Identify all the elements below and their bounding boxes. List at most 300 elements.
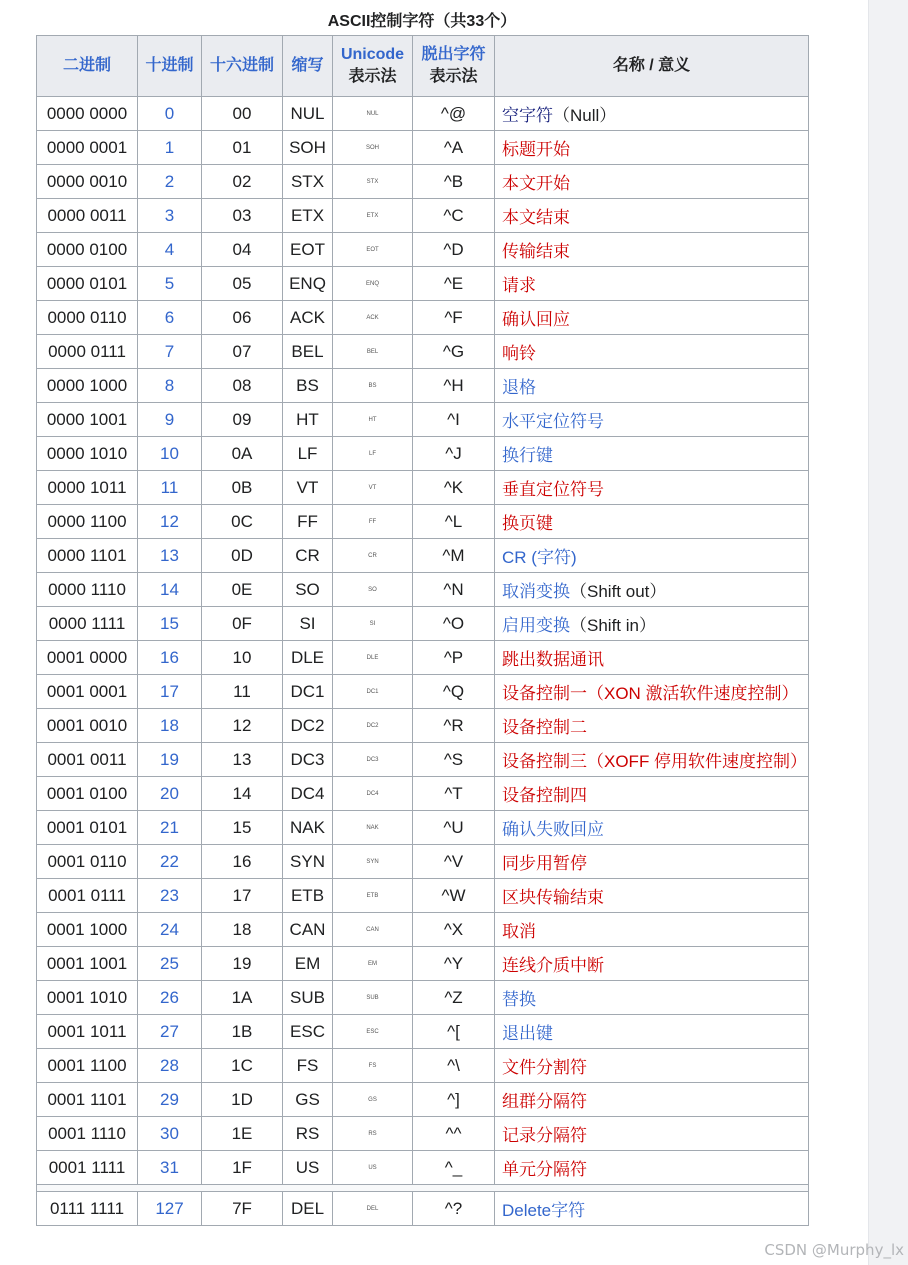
name-link[interactable]: 垂直定位符号 [502, 480, 604, 499]
cell-name [495, 675, 809, 709]
cell-escape: ^K [413, 471, 495, 505]
cell-unicode-symbol: DEL [333, 1192, 413, 1226]
cell-abbr: SUB [283, 981, 333, 1015]
cell-abbr: CAN [283, 913, 333, 947]
cell-bin: 0001 1100 [37, 1049, 138, 1083]
cell-hex: 06 [202, 301, 283, 335]
name-link[interactable]: 组群分隔符 [502, 1092, 587, 1111]
table-row [37, 641, 809, 675]
cell-bin: 0000 0010 [37, 165, 138, 199]
cell-name [495, 165, 809, 199]
name-link[interactable]: 启用变换 [502, 616, 570, 635]
cell-dec[interactable]: 21 [138, 811, 202, 845]
name-link[interactable]: 退格 [502, 378, 536, 397]
spacer-cell [37, 1185, 809, 1192]
header-dec[interactable]: 十进制 [138, 36, 202, 97]
cell-hex: 18 [202, 913, 283, 947]
cell-hex: 07 [202, 335, 283, 369]
cell-dec[interactable]: 20 [138, 777, 202, 811]
table-row [37, 743, 809, 777]
cell-name [495, 1015, 809, 1049]
cell-unicode-symbol: ESC [333, 1015, 413, 1049]
cell-abbr: SYN [283, 845, 333, 879]
cell-escape: ^I [413, 403, 495, 437]
cell-escape: ^J [413, 437, 495, 471]
cell-unicode-symbol: ETB [333, 879, 413, 913]
cell-abbr: US [283, 1151, 333, 1185]
cell-unicode-symbol: DC2 [333, 709, 413, 743]
name-suffix: （Shift out） [570, 582, 667, 601]
cell-escape: ^W [413, 879, 495, 913]
right-gutter [868, 0, 908, 1265]
cell-name [495, 199, 809, 233]
cell-bin: 0001 0101 [37, 811, 138, 845]
table-row [37, 675, 809, 709]
cell-unicode-symbol: DC3 [333, 743, 413, 777]
cell-escape: ^X [413, 913, 495, 947]
header-abbr[interactable]: 缩写 [283, 36, 333, 97]
cell-escape: ^Y [413, 947, 495, 981]
name-link[interactable]: 设备控制二 [502, 718, 587, 737]
cell-bin: 0000 1111 [37, 607, 138, 641]
cell-dec[interactable]: 17 [138, 675, 202, 709]
name-link[interactable]: 本文结束 [502, 208, 570, 227]
header-bin[interactable]: 二进制 [37, 36, 138, 97]
cell-name [495, 743, 809, 777]
cell-name [495, 981, 809, 1015]
cell-name [495, 1192, 809, 1226]
table-row [37, 369, 809, 403]
cell-hex: 1B [202, 1015, 283, 1049]
cell-bin: 0000 0101 [37, 267, 138, 301]
cell-dec[interactable]: 19 [138, 743, 202, 777]
cell-dec[interactable]: 22 [138, 845, 202, 879]
name-link[interactable]: 区块传输结束 [502, 888, 604, 907]
table-row [37, 879, 809, 913]
cell-name [495, 1117, 809, 1151]
cell-hex: 19 [202, 947, 283, 981]
cell-bin: 0001 0010 [37, 709, 138, 743]
cell-dec[interactable]: 4 [138, 233, 202, 267]
header-unicode-link[interactable]: Unicode [340, 46, 405, 63]
cell-unicode-symbol: ACK [333, 301, 413, 335]
cell-bin: 0001 1111 [37, 1151, 138, 1185]
cell-bin: 0000 1000 [37, 369, 138, 403]
cell-abbr: DLE [283, 641, 333, 675]
cell-dec[interactable]: 25 [138, 947, 202, 981]
header-escape-link[interactable]: 脱出字符 [421, 46, 486, 63]
cell-bin: 0000 1101 [37, 539, 138, 573]
cell-name [495, 505, 809, 539]
cell-name [495, 641, 809, 675]
table-row [37, 913, 809, 947]
cell-unicode-symbol: EM [333, 947, 413, 981]
cell-unicode-symbol: LF [333, 437, 413, 471]
name-link[interactable]: 换页键 [502, 514, 553, 533]
cell-hex: 11 [202, 675, 283, 709]
cell-abbr: SOH [283, 131, 333, 165]
cell-escape: ^T [413, 777, 495, 811]
name-link[interactable]: 本文开始 [502, 174, 570, 193]
name-link[interactable]: 响铃 [502, 344, 536, 363]
cell-dec[interactable]: 30 [138, 1117, 202, 1151]
cell-bin: 0001 1010 [37, 981, 138, 1015]
table-row [37, 165, 809, 199]
cell-abbr: EM [283, 947, 333, 981]
cell-abbr: ACK [283, 301, 333, 335]
table-row [37, 335, 809, 369]
table-body [37, 97, 809, 1226]
cell-dec[interactable]: 5 [138, 267, 202, 301]
cell-dec[interactable]: 8 [138, 369, 202, 403]
name-suffix: （Null） [553, 106, 617, 125]
table-row [37, 97, 809, 131]
name-link[interactable]: 记录分隔符 [502, 1126, 587, 1145]
cell-dec[interactable]: 28 [138, 1049, 202, 1083]
cell-dec[interactable]: 31 [138, 1151, 202, 1185]
cell-name [495, 607, 809, 641]
cell-bin: 0001 1000 [37, 913, 138, 947]
cell-name [495, 947, 809, 981]
cell-bin: 0111 1111 [37, 1192, 138, 1226]
cell-escape: ^S [413, 743, 495, 777]
name-suffix: （Shift in） [570, 616, 656, 635]
cell-bin: 0001 0100 [37, 777, 138, 811]
table-row [37, 1151, 809, 1185]
cell-abbr: BEL [283, 335, 333, 369]
table-row [37, 1192, 809, 1226]
name-link[interactable]: 设备控制三（XOFF 停用软件速度控制） [502, 752, 808, 771]
cell-bin: 0001 0111 [37, 879, 138, 913]
cell-hex: 1F [202, 1151, 283, 1185]
cell-dec[interactable]: 18 [138, 709, 202, 743]
cell-dec[interactable]: 29 [138, 1083, 202, 1117]
table-row [37, 1117, 809, 1151]
cell-escape: ^? [413, 1192, 495, 1226]
name-link[interactable]: 水平定位符号 [502, 412, 604, 431]
cell-hex: 14 [202, 777, 283, 811]
cell-name [495, 845, 809, 879]
cell-abbr: DC1 [283, 675, 333, 709]
cell-unicode-symbol: SO [333, 573, 413, 607]
cell-name [495, 1151, 809, 1185]
cell-bin: 0000 1010 [37, 437, 138, 471]
cell-hex: 1A [202, 981, 283, 1015]
header-name: 名称 / 意义 [495, 36, 809, 97]
cell-name [495, 233, 809, 267]
cell-hex: 05 [202, 267, 283, 301]
table-row [37, 267, 809, 301]
header-unicode [333, 36, 413, 97]
cell-bin: 0001 0001 [37, 675, 138, 709]
cell-dec[interactable]: 14 [138, 573, 202, 607]
name-link[interactable]: 单元分隔符 [502, 1160, 587, 1179]
cell-hex: 7F [202, 1192, 283, 1226]
cell-escape: ^Z [413, 981, 495, 1015]
name-link[interactable]: 取消变换 [502, 582, 570, 601]
cell-name [495, 369, 809, 403]
cell-dec[interactable]: 26 [138, 981, 202, 1015]
name-link[interactable]: 标题开始 [502, 140, 570, 159]
cell-abbr: DC4 [283, 777, 333, 811]
cell-name [495, 539, 809, 573]
cell-unicode-symbol: DLE [333, 641, 413, 675]
cell-dec[interactable]: 12 [138, 505, 202, 539]
table-row [37, 709, 809, 743]
name-link[interactable]: 退出键 [502, 1024, 553, 1043]
table-row [37, 981, 809, 1015]
cell-bin: 0000 0111 [37, 335, 138, 369]
cell-hex: 16 [202, 845, 283, 879]
cell-dec[interactable]: 7 [138, 335, 202, 369]
table-row [37, 539, 809, 573]
cell-name [495, 1049, 809, 1083]
cell-abbr: ESC [283, 1015, 333, 1049]
table-caption: ASCII控制字符（共33个） [327, 13, 517, 30]
table-row [37, 471, 809, 505]
cell-hex: 04 [202, 233, 283, 267]
cell-hex: 12 [202, 709, 283, 743]
cell-bin: 0001 0011 [37, 743, 138, 777]
cell-hex: 13 [202, 743, 283, 777]
cell-hex: 0D [202, 539, 283, 573]
cell-dec[interactable]: 24 [138, 913, 202, 947]
cell-escape: ^U [413, 811, 495, 845]
ascii-control-table [36, 35, 809, 1226]
cell-abbr: RS [283, 1117, 333, 1151]
name-link[interactable]: CR (字符) [502, 548, 577, 567]
cell-abbr: ETB [283, 879, 333, 913]
cell-bin: 0000 1110 [37, 573, 138, 607]
cell-unicode-symbol: SOH [333, 131, 413, 165]
header-escape [413, 36, 495, 97]
cell-unicode-symbol: BS [333, 369, 413, 403]
cell-bin: 0001 0110 [37, 845, 138, 879]
table-row [37, 131, 809, 165]
cell-dec[interactable]: 13 [138, 539, 202, 573]
name-link[interactable]: 请求 [502, 276, 536, 295]
cell-bin: 0001 0000 [37, 641, 138, 675]
cell-escape: ^] [413, 1083, 495, 1117]
name-link[interactable]: 跳出数据通讯 [502, 650, 604, 669]
cell-unicode-symbol: DC4 [333, 777, 413, 811]
cell-dec[interactable]: 10 [138, 437, 202, 471]
cell-bin: 0000 1011 [37, 471, 138, 505]
cell-hex: 0A [202, 437, 283, 471]
cell-name [495, 437, 809, 471]
name-link[interactable]: 确认失败回应 [502, 820, 604, 839]
table-row [37, 1083, 809, 1117]
cell-hex: 01 [202, 131, 283, 165]
cell-bin: 0000 0001 [37, 131, 138, 165]
cell-unicode-symbol: CAN [333, 913, 413, 947]
cell-name [495, 403, 809, 437]
cell-abbr: FF [283, 505, 333, 539]
cell-unicode-symbol: NUL [333, 97, 413, 131]
cell-unicode-symbol: DC1 [333, 675, 413, 709]
cell-bin: 0001 1001 [37, 947, 138, 981]
cell-name [495, 301, 809, 335]
cell-escape: ^Q [413, 675, 495, 709]
cell-abbr: FS [283, 1049, 333, 1083]
cell-name [495, 811, 809, 845]
cell-dec[interactable]: 6 [138, 301, 202, 335]
table-row [37, 505, 809, 539]
cell-abbr: DC3 [283, 743, 333, 777]
cell-bin: 0000 0100 [37, 233, 138, 267]
name-link[interactable]: 替换 [502, 990, 536, 1009]
cell-unicode-symbol: SUB [333, 981, 413, 1015]
cell-bin: 0001 1110 [37, 1117, 138, 1151]
cell-unicode-symbol: CR [333, 539, 413, 573]
table-row [37, 233, 809, 267]
name-link[interactable]: 传输结束 [502, 242, 570, 261]
table-row [37, 199, 809, 233]
table-row [37, 1049, 809, 1083]
cell-name [495, 913, 809, 947]
cell-escape: ^O [413, 607, 495, 641]
cell-abbr: STX [283, 165, 333, 199]
cell-abbr: HT [283, 403, 333, 437]
cell-unicode-symbol: ENQ [333, 267, 413, 301]
cell-escape: ^V [413, 845, 495, 879]
cell-hex: 10 [202, 641, 283, 675]
cell-dec[interactable]: 15 [138, 607, 202, 641]
cell-hex: 08 [202, 369, 283, 403]
name-link[interactable]: 同步用暂停 [502, 854, 587, 873]
cell-escape: ^G [413, 335, 495, 369]
cell-escape: ^\ [413, 1049, 495, 1083]
cell-hex: 15 [202, 811, 283, 845]
name-link[interactable]: 取消 [502, 922, 536, 941]
cell-escape: ^A [413, 131, 495, 165]
table-header-row [37, 36, 809, 97]
cell-abbr: LF [283, 437, 333, 471]
table-row [37, 1015, 809, 1049]
table-row [37, 573, 809, 607]
cell-dec[interactable]: 16 [138, 641, 202, 675]
cell-abbr: DC2 [283, 709, 333, 743]
table-row [37, 777, 809, 811]
cell-escape: ^F [413, 301, 495, 335]
cell-escape: ^H [413, 369, 495, 403]
cell-escape: ^N [413, 573, 495, 607]
header-hex[interactable]: 十六进制 [202, 36, 283, 97]
table-row [37, 811, 809, 845]
cell-bin: 0001 1101 [37, 1083, 138, 1117]
cell-name [495, 1083, 809, 1117]
cell-unicode-symbol: SI [333, 607, 413, 641]
cell-abbr: BS [283, 369, 333, 403]
cell-escape: ^D [413, 233, 495, 267]
cell-hex: 09 [202, 403, 283, 437]
table-spacer-row [37, 1185, 809, 1192]
header-escape-sub: 表示法 [429, 68, 478, 85]
name-link[interactable]: 空字符 [502, 106, 553, 125]
cell-bin: 0000 1001 [37, 403, 138, 437]
cell-unicode-symbol: VT [333, 471, 413, 505]
cell-unicode-symbol: HT [333, 403, 413, 437]
cell-name [495, 335, 809, 369]
watermark: CSDN @Murphy_lx [764, 1241, 904, 1259]
cell-dec[interactable]: 23 [138, 879, 202, 913]
cell-hex: 03 [202, 199, 283, 233]
cell-dec[interactable]: 1 [138, 131, 202, 165]
table-row [37, 607, 809, 641]
cell-hex: 0C [202, 505, 283, 539]
cell-hex: 1E [202, 1117, 283, 1151]
cell-abbr: VT [283, 471, 333, 505]
cell-escape: ^B [413, 165, 495, 199]
cell-abbr: NUL [283, 97, 333, 131]
cell-abbr: ENQ [283, 267, 333, 301]
cell-abbr: SI [283, 607, 333, 641]
table-row [37, 947, 809, 981]
cell-hex: 17 [202, 879, 283, 913]
name-link[interactable]: 确认回应 [502, 310, 570, 329]
cell-dec[interactable]: 27 [138, 1015, 202, 1049]
table-row [37, 845, 809, 879]
cell-unicode-symbol: FS [333, 1049, 413, 1083]
cell-unicode-symbol: BEL [333, 335, 413, 369]
cell-unicode-symbol: EOT [333, 233, 413, 267]
cell-bin: 0001 1011 [37, 1015, 138, 1049]
cell-escape: ^@ [413, 97, 495, 131]
cell-escape: ^E [413, 267, 495, 301]
cell-hex: 1D [202, 1083, 283, 1117]
cell-dec[interactable]: 127 [138, 1192, 202, 1226]
name-link[interactable]: 设备控制一（XON 激活软件速度控制） [502, 684, 799, 703]
cell-dec[interactable]: 3 [138, 199, 202, 233]
cell-dec[interactable]: 11 [138, 471, 202, 505]
cell-unicode-symbol: STX [333, 165, 413, 199]
cell-bin: 0000 0011 [37, 199, 138, 233]
cell-dec[interactable]: 2 [138, 165, 202, 199]
cell-unicode-symbol: ETX [333, 199, 413, 233]
cell-escape: ^R [413, 709, 495, 743]
cell-name [495, 267, 809, 301]
cell-name [495, 879, 809, 913]
cell-unicode-symbol: GS [333, 1083, 413, 1117]
name-link[interactable]: 换行键 [502, 446, 553, 465]
name-link[interactable]: 文件分割符 [502, 1058, 587, 1077]
cell-escape: ^L [413, 505, 495, 539]
cell-hex: 00 [202, 97, 283, 131]
name-link[interactable]: 设备控制四 [502, 786, 587, 805]
cell-name [495, 471, 809, 505]
cell-abbr: EOT [283, 233, 333, 267]
cell-escape: ^P [413, 641, 495, 675]
name-link[interactable]: Delete字符 [502, 1201, 586, 1220]
cell-unicode-symbol: FF [333, 505, 413, 539]
cell-abbr: NAK [283, 811, 333, 845]
cell-bin: 0000 1100 [37, 505, 138, 539]
name-link[interactable]: 连线介质中断 [502, 956, 604, 975]
cell-dec[interactable]: 9 [138, 403, 202, 437]
cell-escape: ^M [413, 539, 495, 573]
cell-escape: ^[ [413, 1015, 495, 1049]
cell-hex: 02 [202, 165, 283, 199]
cell-name [495, 97, 809, 131]
cell-abbr: DEL [283, 1192, 333, 1226]
cell-unicode-symbol: US [333, 1151, 413, 1185]
cell-dec[interactable]: 0 [138, 97, 202, 131]
cell-name [495, 131, 809, 165]
cell-escape: ^^ [413, 1117, 495, 1151]
cell-name [495, 777, 809, 811]
cell-abbr: SO [283, 573, 333, 607]
cell-abbr: CR [283, 539, 333, 573]
